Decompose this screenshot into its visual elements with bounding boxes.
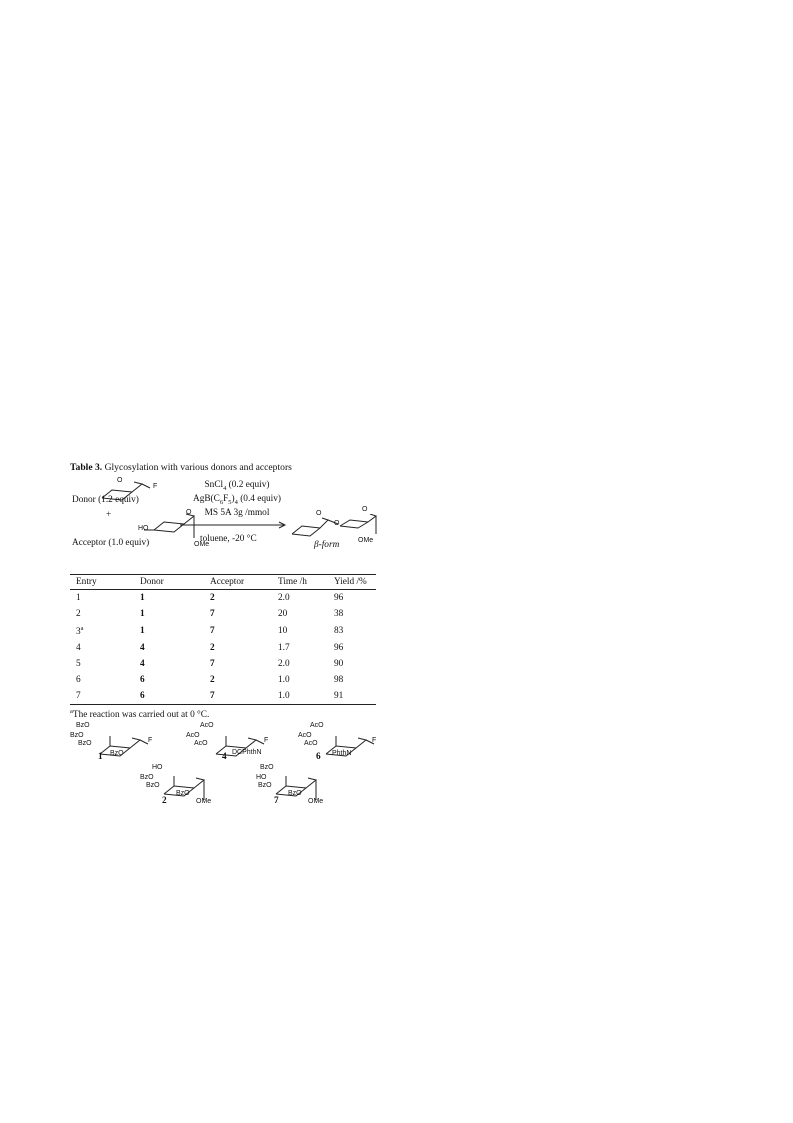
s1-label-2: BzO <box>78 740 92 748</box>
cell-yield <box>334 590 376 607</box>
cell-yield-value: 91 <box>334 691 344 702</box>
donor-ring-f: F <box>153 483 158 490</box>
cell-time-value: 10 <box>278 626 288 637</box>
cell-entry <box>70 606 140 622</box>
table-header-row <box>70 575 376 590</box>
table-caption <box>70 462 380 474</box>
table-row <box>70 622 376 640</box>
s2-label-3: BzO <box>176 790 190 798</box>
results-table <box>70 574 376 705</box>
cell-acceptor-value: 2 <box>210 593 215 603</box>
cell-donor <box>140 606 210 622</box>
s1-label-0: BzO <box>76 722 90 730</box>
cell-yield-value: 83 <box>334 626 344 637</box>
caption-text: Glycosylation with various donors and acceptors <box>102 462 292 473</box>
table-row <box>70 688 376 705</box>
s7-number: 7 <box>274 796 279 807</box>
table-row <box>70 590 376 607</box>
cell-time <box>278 656 334 672</box>
s4-label-2: AcO <box>194 740 208 748</box>
s4-number: 4 <box>222 752 227 763</box>
structures-panel <box>70 722 380 812</box>
s4-label-0: AcO <box>200 722 214 730</box>
cell-yield <box>334 606 376 622</box>
s7-label-1: HO <box>256 774 267 782</box>
cell-donor <box>140 672 210 688</box>
table-figure <box>70 462 380 812</box>
plus-sign: + <box>106 510 112 520</box>
cell-entry <box>70 622 140 640</box>
condition-toluene: toluene, -20 °C <box>200 534 257 544</box>
cell-yield-value: 96 <box>334 593 344 603</box>
cell-time <box>278 640 334 656</box>
footnote-text: The reaction was carried out at 0 °C. <box>72 710 210 721</box>
structure-1-drawing <box>94 732 154 762</box>
condition-ms: MS 5A 3g /mmol <box>204 507 270 518</box>
s6-label-2: AcO <box>304 740 318 748</box>
cell-entry <box>70 590 140 607</box>
s6-number: 6 <box>316 752 321 763</box>
header-acceptor: Acceptor <box>210 577 245 587</box>
s1-label-1: BzO <box>70 732 84 740</box>
cell-yield-value: 38 <box>334 609 344 619</box>
structure-6-drawing <box>320 732 380 762</box>
cell-time <box>278 688 334 705</box>
product-ome: OMe <box>358 537 374 544</box>
cell-time <box>278 606 334 622</box>
table-row <box>70 656 376 672</box>
cell-donor <box>140 688 210 705</box>
product-ring-o-1: O <box>316 510 322 517</box>
product-label: β-form <box>314 540 340 550</box>
cell-yield <box>334 622 376 640</box>
cell-acceptor-value: 7 <box>210 659 215 670</box>
cell-time-value: 1.7 <box>278 643 290 654</box>
cell-acceptor-value: 2 <box>210 675 215 686</box>
cell-acceptor <box>210 656 278 672</box>
cell-acceptor <box>210 672 278 688</box>
s1-label-3: BzO <box>110 750 124 758</box>
cell-entry-value: 6 <box>76 675 81 686</box>
cell-time-value: 2.0 <box>278 659 290 670</box>
s2-number: 2 <box>162 796 167 807</box>
reaction-conditions <box>182 480 292 519</box>
cell-yield <box>334 640 376 656</box>
cell-donor-value: 1 <box>140 609 145 619</box>
cell-entry-value: 4 <box>76 643 81 654</box>
cell-entry-value: 5 <box>76 659 81 670</box>
s6-label-0: AcO <box>310 722 324 730</box>
cell-time-value: 1.0 <box>278 675 290 686</box>
cell-donor-value: 4 <box>140 643 145 654</box>
cell-yield-value: 98 <box>334 675 344 686</box>
condition-agb: $AgB(C_6F_5)_4$ (0.4 equiv) <box>192 493 282 506</box>
header-yield: Yield /% <box>334 577 367 587</box>
s7-label-3: BzO <box>288 790 302 798</box>
acceptor-ome: OMe <box>194 541 210 548</box>
table-row <box>70 606 376 622</box>
cell-donor-value: 4 <box>140 659 145 670</box>
cell-entry <box>70 640 140 656</box>
header-donor: Donor <box>140 577 164 587</box>
cell-yield <box>334 688 376 705</box>
header-time: Time /h <box>278 577 307 587</box>
cell-donor <box>140 640 210 656</box>
cell-donor <box>140 622 210 640</box>
cell-acceptor-value: 2 <box>210 643 215 654</box>
s4-label-3: DCPhthN <box>232 749 262 757</box>
acceptor-ho: HO <box>138 525 149 532</box>
table-footnote <box>70 708 380 720</box>
cell-acceptor <box>210 688 278 705</box>
cell-acceptor <box>210 640 278 656</box>
table-row <box>70 640 376 656</box>
reaction-scheme <box>70 476 380 572</box>
cell-donor-value: 6 <box>140 675 145 686</box>
cell-donor-value: 6 <box>140 691 145 702</box>
footnote-mark: a <box>70 708 73 716</box>
cell-acceptor <box>210 622 278 640</box>
cell-entry-value: 1 <box>76 593 81 603</box>
s6-label-4: F <box>372 737 377 745</box>
cell-entry-value: 7 <box>76 691 81 702</box>
cell-yield <box>334 656 376 672</box>
s1-number: 1 <box>98 752 103 763</box>
acceptor-ring-o: O <box>186 509 192 516</box>
cell-acceptor <box>210 590 278 607</box>
s7-label-0: BzO <box>260 764 274 772</box>
cell-entry <box>70 672 140 688</box>
cell-yield <box>334 672 376 688</box>
s2-label-1: BzO <box>140 774 154 782</box>
s2-label-0: HO <box>152 764 163 772</box>
s6-label-1: AcO <box>298 732 312 740</box>
s4-label-4: F <box>264 737 269 745</box>
cell-time <box>278 590 334 607</box>
cell-acceptor-value: 7 <box>210 609 215 619</box>
reaction-arrow <box>180 521 290 529</box>
cell-donor <box>140 590 210 607</box>
table-row <box>70 672 376 688</box>
cell-donor-value: 1 <box>140 593 145 603</box>
s2-label-2: BzO <box>146 782 160 790</box>
product-ring-o-2: O <box>362 506 368 513</box>
cell-time-value: 2.0 <box>278 593 290 603</box>
s7-label-2: BzO <box>258 782 272 790</box>
cell-entry <box>70 656 140 672</box>
cell-donor <box>140 656 210 672</box>
cell-yield-value: 96 <box>334 643 344 654</box>
s4-label-1: AcO <box>186 732 200 740</box>
s7-label-4: OMe <box>308 798 324 806</box>
acceptor-label: Acceptor (1.0 equiv) <box>72 538 150 548</box>
cell-acceptor-value: 7 <box>210 691 215 702</box>
cell-entry-value: 3 <box>76 627 81 638</box>
cell-entry-value: 2 <box>76 609 81 619</box>
cell-entry <box>70 688 140 705</box>
cell-time-value: 1.0 <box>278 691 290 702</box>
cell-time <box>278 622 334 640</box>
cell-time <box>278 672 334 688</box>
donor-ring-o: O <box>117 477 123 484</box>
cell-acceptor <box>210 606 278 622</box>
s1-label-4: F <box>148 737 153 745</box>
cell-donor-value: 1 <box>140 626 145 637</box>
s2-label-4: OMe <box>196 798 212 806</box>
entry-footnote-mark: a <box>80 625 84 632</box>
s6-label-3: PhthN <box>332 750 352 758</box>
condition-sncl4: SnCl$_4$ (0.2 equiv) <box>204 480 270 492</box>
header-entry: Entry <box>76 577 97 587</box>
cell-time-value: 20 <box>278 609 288 619</box>
donor-label: Donor (1.2 equiv) <box>72 495 139 505</box>
product-link-o: O <box>334 520 340 527</box>
structure-4-drawing <box>210 732 270 762</box>
cell-acceptor-value: 7 <box>210 626 215 637</box>
caption-label: Table 3. <box>70 462 103 473</box>
cell-yield-value: 90 <box>334 659 344 670</box>
